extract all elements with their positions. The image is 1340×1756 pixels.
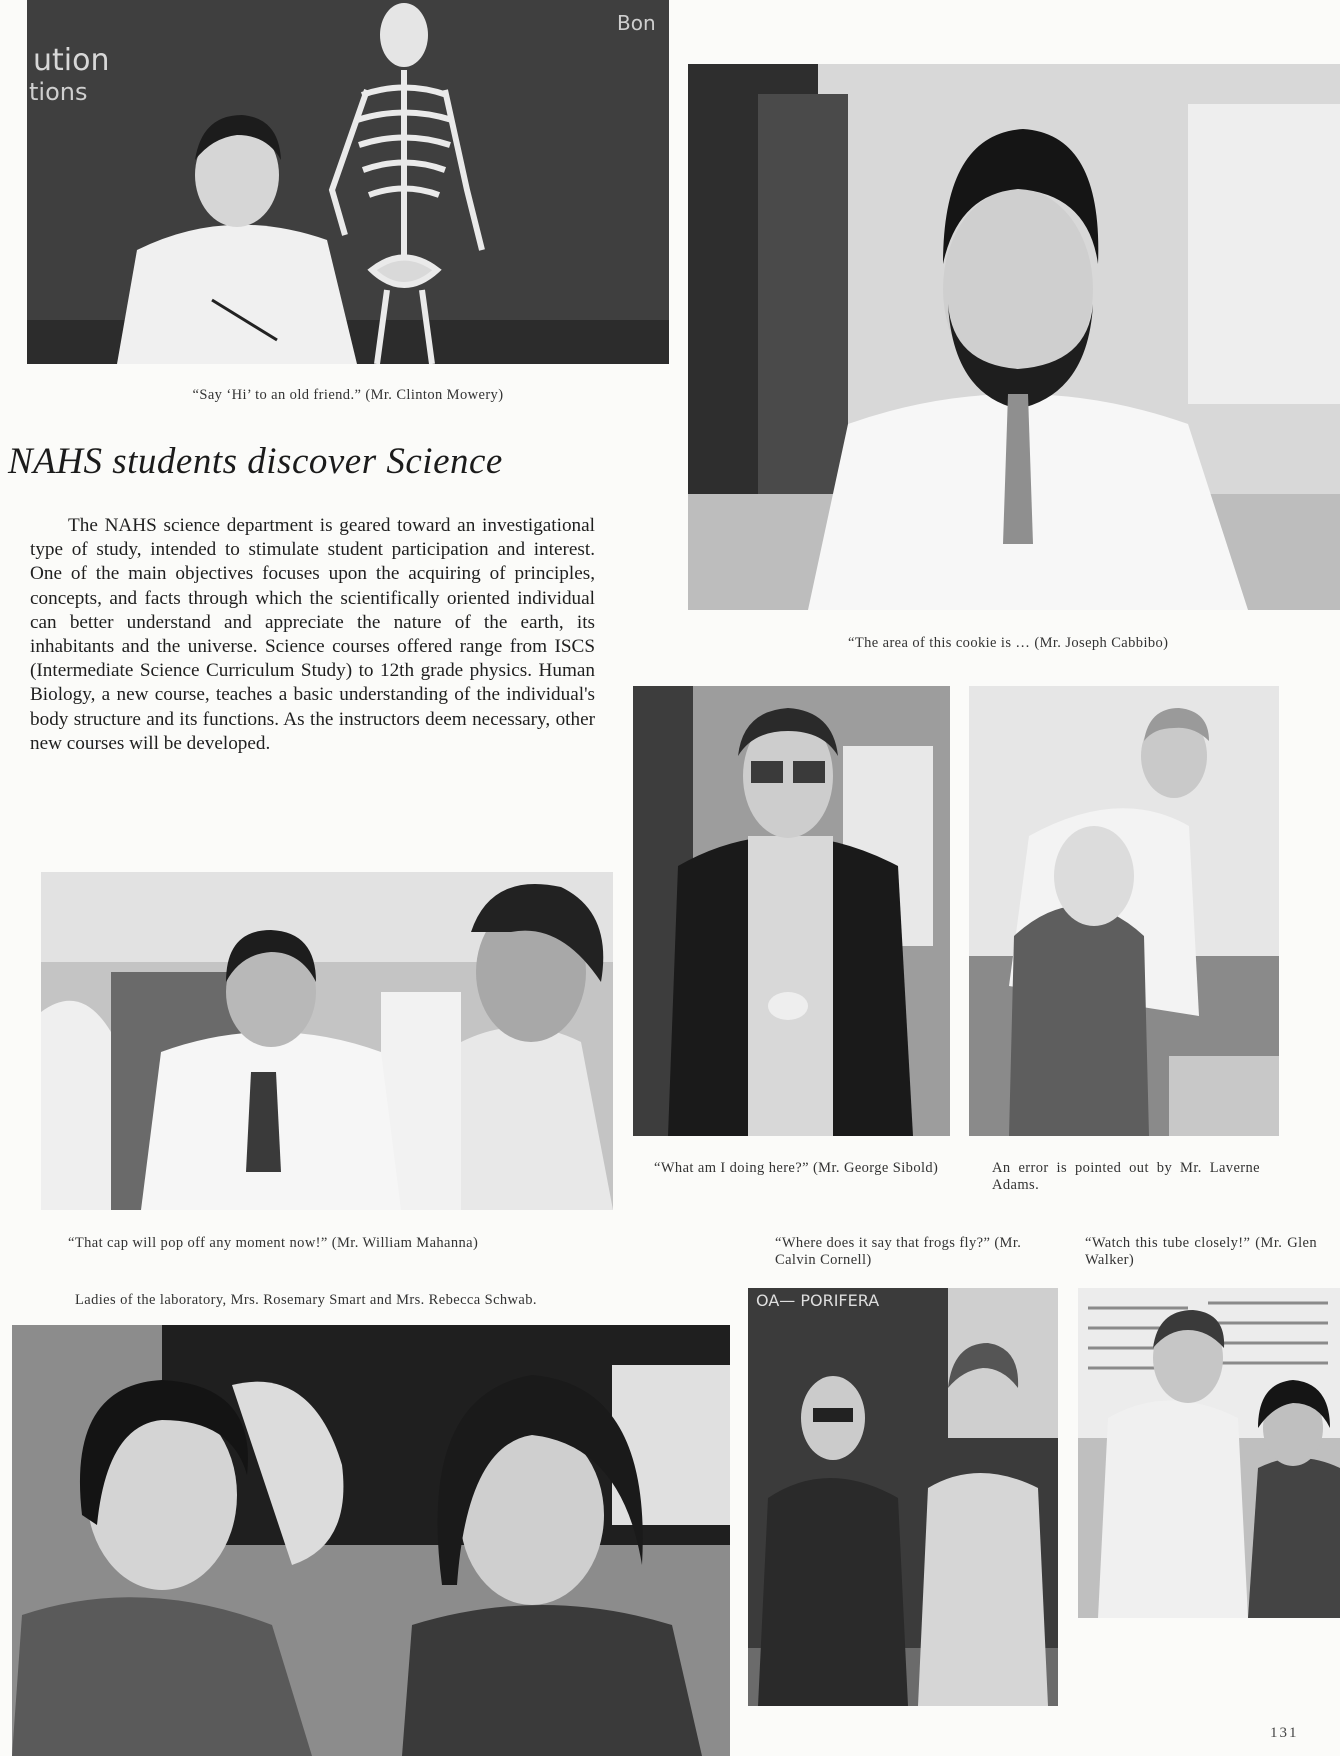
article-headline: NAHS students discover Science: [8, 441, 503, 482]
photo-mowery-image: [27, 0, 669, 364]
photo-cornell: [748, 1288, 1058, 1706]
photo-mahanna-image: [41, 872, 613, 1210]
photo-walker: [1078, 1288, 1340, 1618]
photo-cabbibo: [688, 64, 1340, 610]
photo-lab-ladies: [12, 1325, 730, 1756]
article-body: The NAHS science department is geared toward an investigational type of study, intended to stimulate student participation and interest. One of the main objectives focuses upon the acquiring of principles, concepts, and facts through which the scientifically oriented individual can better understand and appreciate the nature of the earth, its inhabitants and the universe. Science courses offered range from ISCS (Intermediate Science Curriculum Study) to 12th grade physics. Human Biology, a new course, teaches a basic understanding of the individual's body structure and its functions. As the instructors deem necessary, other new courses will be developed.: [30, 515, 595, 754]
caption-mowery: “Say ‘Hi’ to an old friend.” (Mr. Clinton Mowery): [192, 387, 504, 403]
chalk-text-1: ution: [33, 43, 110, 78]
photo-lab-ladies-image: [12, 1325, 730, 1756]
page-number: 131: [1270, 1725, 1299, 1741]
student-left-figure: [41, 1001, 111, 1210]
caption-adams: An error is pointed out by Mr. Laverne Adams.: [992, 1160, 1260, 1193]
photo-sibold: [633, 686, 950, 1136]
caption-cornell: “Where does it say that frogs fly?” (Mr. Calvin Cornell): [775, 1235, 1022, 1268]
caption-sibold: “What am I doing here?” (Mr. George Sibold): [654, 1160, 939, 1176]
photo-mowery: [27, 0, 669, 364]
caption-cabbibo: “The area of this cookie is … (Mr. Joseph Cabbibo): [848, 635, 1169, 651]
photo-walker-image: [1078, 1288, 1340, 1618]
caption-lab-ladies: Ladies of the laboratory, Mrs. Rosemary Smart and Mrs. Rebecca Schwab.: [75, 1292, 537, 1308]
photo-sibold-image: [633, 686, 950, 1136]
photo-cabbibo-image: [688, 64, 1340, 610]
photo-mahanna: [41, 872, 613, 1210]
caption-mahanna: “That cap will pop off any moment now!” (Mr. William Mahanna): [68, 1235, 479, 1251]
student-figure: [1248, 1380, 1340, 1618]
caption-walker: “Watch this tube closely!” (Mr. Glen Walker): [1085, 1235, 1317, 1268]
photo-adams: [969, 686, 1279, 1136]
chalk-text: OA— PORIFERA: [756, 1291, 880, 1310]
photo-adams-image: [969, 686, 1279, 1136]
photo-cornell-image: [748, 1288, 1058, 1706]
chalk-text-3: Bon: [617, 11, 656, 35]
chalk-text-2: tions: [29, 78, 88, 106]
